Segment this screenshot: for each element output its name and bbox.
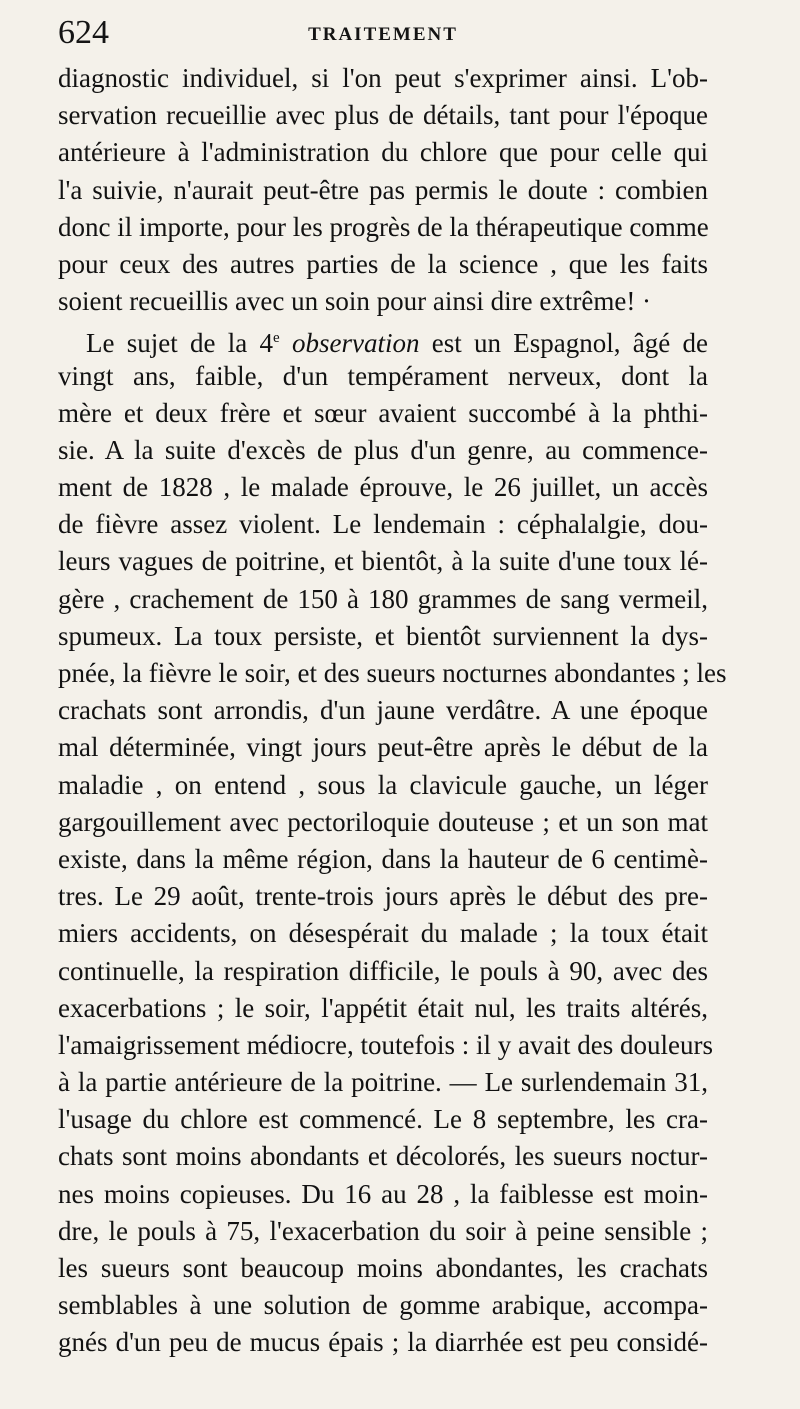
text-line: existe, dans la même région, dans la hauteur de 6 centimè- [58, 843, 708, 874]
text-line: soient recueillis avec un soin pour ainsi dire extrême! · [58, 286, 652, 317]
text-line: l'a suivie, n'aurait peut-être pas permis le doute : combien [58, 174, 708, 205]
running-title: TRAITEMENT [308, 24, 458, 45]
text-line: à la partie antérieure de la poitrine. — Le surlendemain 31, [58, 1067, 708, 1098]
text-line: gargouillement avec pectoriloquie douteuse ; et un son mat [58, 806, 708, 837]
paragraph-first-line [58, 320, 708, 357]
text-line: l'usage du chlore est commencé. Le 8 septembre, les cra- [58, 1104, 708, 1135]
text-line: diagnostic individuel, si l'on peut s'exprimer ainsi. L'ob- [58, 63, 708, 93]
text-line: nes moins copieuses. Du 16 au 28 , la faiblesse est moin- [58, 1178, 708, 1209]
text-line: dre, le pouls à 75, l'exacerbation du soir à peine sensible ; [58, 1215, 708, 1246]
text-line: servation recueillie avec plus de détails, tant pour l'époque [58, 100, 708, 131]
italic-term: observation [291, 328, 420, 359]
text-line: continuelle, la respiration difficile, le pouls à 90, avec des [58, 955, 708, 986]
text-line: leurs vagues de poitrine, et bientôt, à la suite d'une toux lé- [58, 546, 708, 577]
text-line: gère , crachement de 150 à 180 grammes de sang vermeil, [58, 583, 708, 614]
text-line: les sueurs sont beaucoup moins abondantes, les crachats [58, 1253, 708, 1283]
text-line: sie. A la suite d'excès de plus d'un genre, au commence- [58, 434, 708, 465]
text-line: chats sont moins abondants et décolorés, les sueurs noctur- [58, 1141, 708, 1172]
text-line: mère et deux frère et sœur avaient succombé à la phthi- [58, 397, 708, 428]
text-line: crachats sont arrondis, d'un jaune verdâtre. A une époque [58, 695, 708, 726]
text-fragment: Le sujet de la 4 [86, 328, 274, 359]
text-line: semblables à une solution de gomme arabique, accompa- [58, 1290, 708, 1321]
text-fragment: est un Espagnol, âgé de [419, 328, 708, 359]
text-line: gnés d'un peu de mucus épais ; la diarrhée est peu considé- [58, 1327, 708, 1358]
text-line: tres. Le 29 août, trente-trois jours après le début des pre- [58, 881, 708, 912]
running-head [58, 14, 708, 54]
text-line: de fièvre assez violent. Le lendemain : céphalalgie, dou- [58, 509, 708, 540]
text-line: pnée, la fièvre le soir, et des sueurs nocturnes abondantes ; les [58, 658, 727, 688]
text-line: donc il importe, pour les progrès de la thérapeutique comme [58, 211, 709, 242]
text-line: vingt ans, faible, d'un tempérament nerveux, dont la [58, 360, 708, 391]
text-line: pour ceux des autres parties de la science , que les faits [58, 248, 708, 279]
page-number: 624 [58, 14, 109, 51]
text-line: spumeux. La toux persiste, et bientôt surviennent la dys- [58, 620, 708, 651]
text-line: antérieure à l'administration du chlore que pour celle qui [58, 137, 708, 168]
ordinal-superscript: e [273, 330, 280, 347]
text-line: l'amaigrissement médiocre, toutefois : il y avait des douleurs [58, 1029, 713, 1060]
text-line: exacerbations ; le soir, l'appétit était nul, les traits altérés, [58, 992, 708, 1023]
text-line: mal déterminée, vingt jours peut-être après le début de la [58, 732, 708, 763]
text-line: maladie , on entend , sous la clavicule gauche, un léger [58, 769, 708, 800]
body-text [58, 60, 727, 1362]
text-line: ment de 1828 , le malade éprouve, le 26 juillet, un accès [58, 472, 708, 503]
text-line: miers accidents, on désespérait du malade ; la toux était [58, 918, 708, 949]
